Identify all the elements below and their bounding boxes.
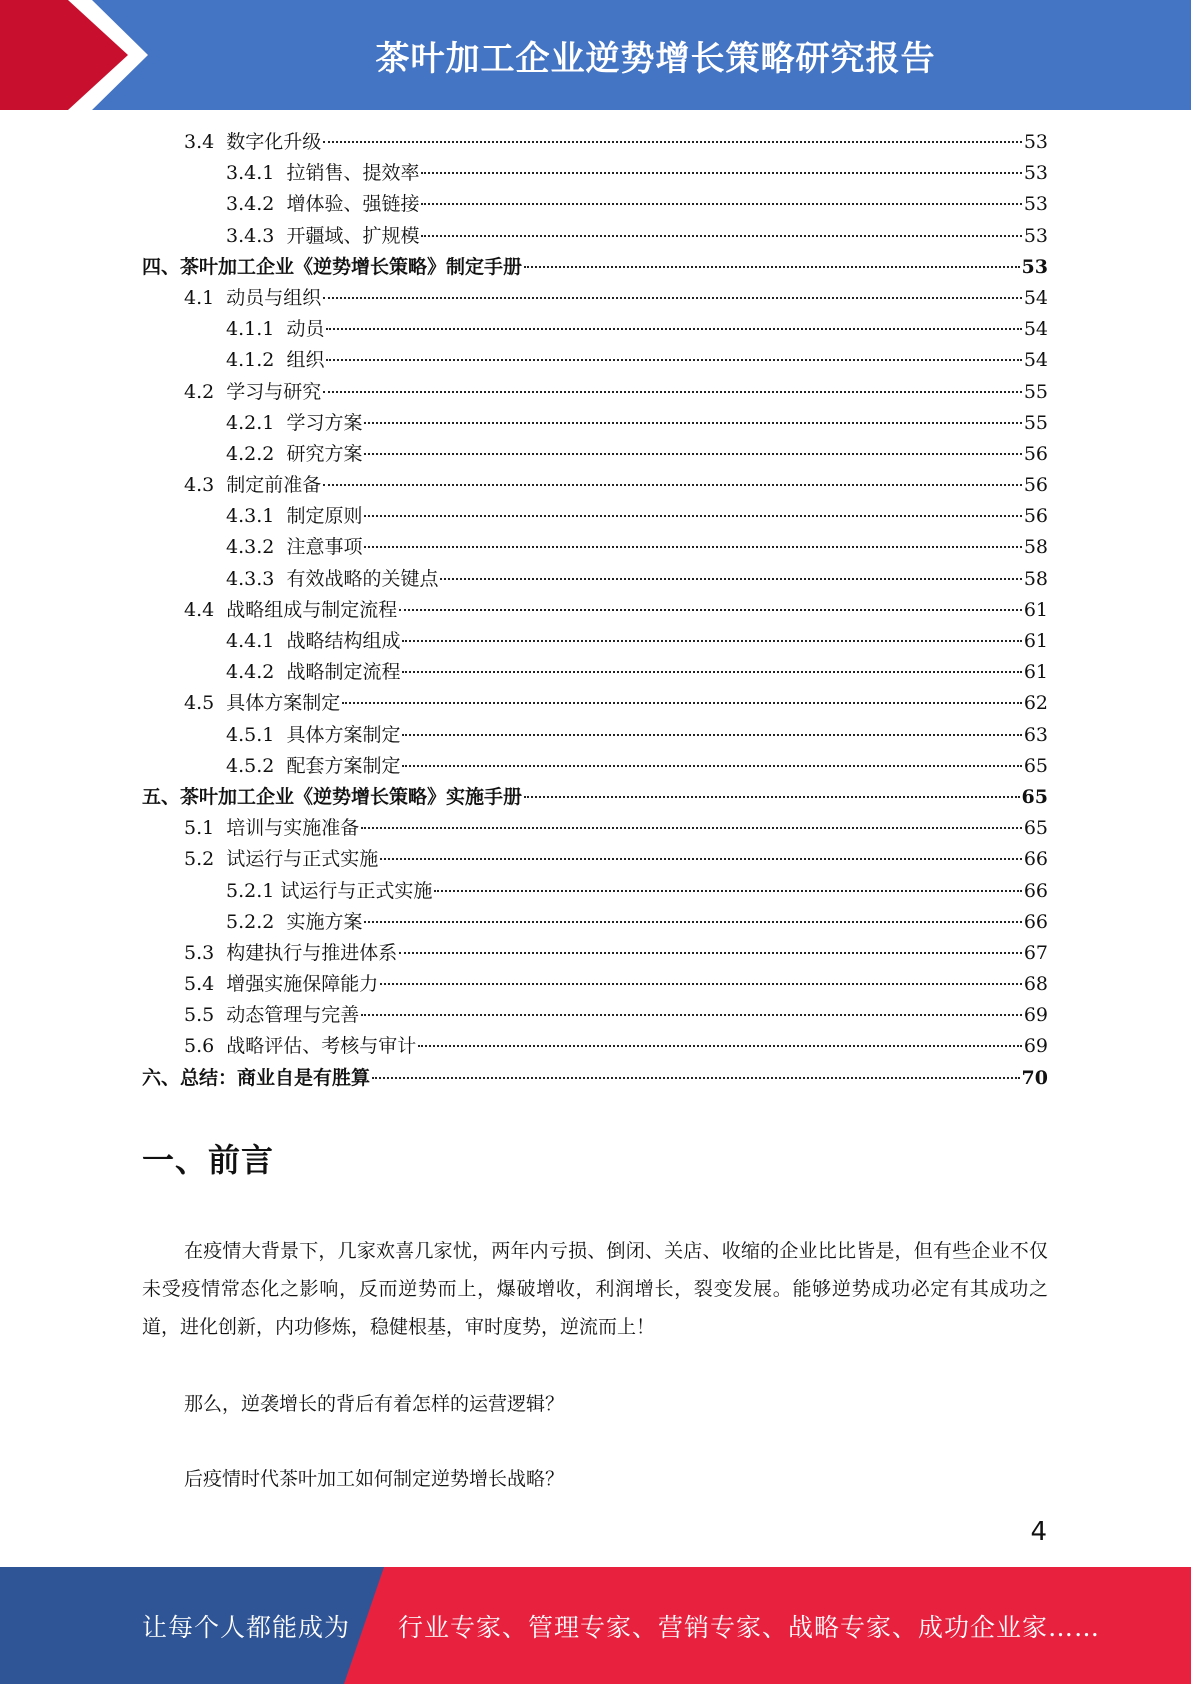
paragraph-2: 那么，逆袭增长的背后有着怎样的运营逻辑？ — [184, 1393, 565, 1415]
toc-entry[interactable] — [142, 377, 1048, 408]
toc-entry-page: 61 — [1023, 630, 1048, 652]
toc-entry[interactable] — [142, 844, 1048, 875]
toc-dot-leader — [421, 203, 1021, 205]
toc-dot-leader — [524, 796, 1020, 798]
toc-entry-page: 65 — [1021, 785, 1048, 808]
toc-dot-leader — [421, 235, 1021, 237]
toc-entry-label: 制定原则 — [286, 505, 363, 528]
toc-entry-label: 增体验、强链接 — [286, 193, 420, 216]
toc-entry-label: 制定前准备 — [226, 474, 322, 497]
paragraph-1: 在疫情大背景下，几家欢喜几家忧，两年内亏损、倒闭、关店、收缩的企业比比皆是，但有些企业不仅未受疫情常态化之影响，反而逆势而上，爆破增收，利润增长，裂变发展。能够逆势成功必定有其成功之道，进化创新，内功修炼，稳健根基，审时度势，逆流而上！ — [142, 1240, 1048, 1338]
toc-entry-number: 4.5 — [184, 692, 227, 715]
toc-entry-page: 55 — [1023, 411, 1048, 434]
toc-entry-number: 3.4.1 — [226, 162, 287, 185]
toc-entry-page: 53 — [1023, 224, 1048, 247]
toc-entry-label: 拉销售、提效率 — [286, 162, 420, 185]
toc-entry-number: 4.1 — [184, 286, 227, 309]
page-number: 4 — [1030, 1517, 1047, 1547]
toc-entry[interactable] — [142, 876, 1048, 907]
toc-dot-leader — [323, 297, 1022, 299]
toc-entry-label: 配套方案制定 — [286, 754, 401, 777]
toc-entry-label: 战略评估、考核与审计 — [226, 1035, 417, 1058]
toc-dot-leader — [361, 827, 1022, 829]
toc-entry-label: 学习与研究 — [226, 380, 322, 403]
toc-entry-label: 战略组成与制定流程 — [226, 598, 398, 621]
toc-dot-leader — [364, 546, 1021, 548]
toc-entry-page: 63 — [1023, 723, 1048, 746]
toc-dot-leader — [380, 983, 1022, 985]
page-footer — [0, 1567, 1191, 1684]
toc-entry[interactable] — [142, 439, 1048, 470]
toc-dot-leader — [402, 734, 1021, 736]
toc-entry-number: 4.1.1 — [226, 318, 287, 341]
toc-entry-page: 55 — [1023, 380, 1048, 403]
toc-entry-page: 66 — [1023, 910, 1048, 933]
toc-entry-label: 注意事项 — [286, 536, 363, 559]
toc-entry[interactable] — [142, 221, 1048, 252]
toc-entry-label: 开疆域、扩规模 — [286, 224, 420, 247]
toc-dot-leader — [402, 765, 1021, 767]
footer-slogan-left: 让每个人都能成为 — [142, 1612, 351, 1642]
toc-entry[interactable] — [142, 158, 1048, 189]
toc-entry[interactable] — [142, 595, 1048, 626]
toc-entry[interactable] — [142, 501, 1048, 532]
section-title: 一、前言 — [142, 1141, 275, 1179]
toc-entry[interactable] — [142, 470, 1048, 501]
toc-entry[interactable] — [142, 345, 1048, 376]
toc-entry-page: 54 — [1023, 286, 1048, 309]
toc-entry-label: 六、总结：商业自是有胜算 — [142, 1066, 371, 1089]
toc-entry[interactable] — [142, 813, 1048, 844]
toc-dot-leader — [361, 1014, 1022, 1016]
toc-entry-number: 5.4 — [184, 973, 227, 996]
toc-entry-page: 53 — [1023, 131, 1048, 153]
toc-entry-label: 动员与组织 — [226, 286, 322, 309]
toc-dot-leader — [440, 578, 1021, 580]
toc-entry[interactable] — [142, 314, 1048, 345]
toc-entry[interactable] — [142, 657, 1048, 688]
toc-dot-leader — [402, 671, 1021, 673]
toc-dot-leader — [421, 172, 1021, 174]
toc-entry-label: 实施方案 — [286, 910, 363, 933]
toc-entry-page: 61 — [1023, 598, 1048, 621]
toc-entry-page: 61 — [1023, 661, 1048, 684]
table-of-contents — [142, 127, 1048, 1094]
toc-entry-label: 组织 — [286, 349, 325, 372]
toc-entry-page: 53 — [1023, 162, 1048, 185]
toc-entry-label: 学习方案 — [286, 411, 363, 434]
toc-entry-number: 3.4.2 — [226, 193, 287, 216]
toc-entry-number: 4.2.2 — [226, 442, 287, 465]
toc-entry-page: 65 — [1023, 817, 1048, 840]
toc-entry-page: 62 — [1023, 692, 1048, 715]
toc-entry-page: 56 — [1023, 474, 1048, 497]
footer-slogan-right: 行业专家、管理专家、营销专家、战略专家、成功企业家…… — [398, 1612, 1101, 1642]
toc-entry[interactable] — [142, 564, 1048, 595]
toc-entry-label: 增强实施保障能力 — [226, 973, 379, 996]
toc-dot-leader — [364, 453, 1021, 455]
toc-dot-leader — [402, 640, 1021, 642]
toc-dot-leader — [323, 141, 1022, 143]
toc-entry-page: 54 — [1023, 318, 1048, 341]
toc-entry-number: 3.4 — [184, 131, 227, 153]
toc-entry-label: 动态管理与完善 — [226, 1004, 360, 1027]
toc-entry-number: 4.3 — [184, 474, 227, 497]
toc-dot-leader — [380, 858, 1022, 860]
toc-entry-label: 战略结构组成 — [286, 630, 401, 652]
toc-dot-leader — [364, 422, 1021, 424]
toc-entry[interactable] — [142, 782, 1048, 813]
toc-entry[interactable] — [142, 969, 1048, 1000]
toc-entry-page: 56 — [1023, 505, 1048, 528]
toc-entry-label: 动员 — [286, 318, 325, 341]
toc-entry[interactable] — [142, 751, 1048, 782]
toc-dot-leader — [323, 484, 1022, 486]
toc-entry[interactable] — [142, 938, 1048, 969]
toc-entry[interactable] — [142, 283, 1048, 314]
toc-entry-number: 4.2.1 — [226, 411, 287, 434]
toc-dot-leader — [326, 359, 1021, 361]
toc-dot-leader — [399, 609, 1022, 611]
toc-entry-page: 66 — [1023, 848, 1048, 871]
toc-entry-number: 4.3.2 — [226, 536, 287, 559]
report-title: 茶叶加工企业逆势增长策略研究报告 — [375, 38, 936, 79]
toc-entry-page: 58 — [1023, 567, 1048, 590]
toc-entry-label: 试运行与正式实施 — [280, 879, 433, 902]
toc-entry[interactable] — [142, 688, 1048, 719]
toc-entry-number: 5.6 — [184, 1035, 227, 1058]
toc-entry-page: 58 — [1023, 536, 1048, 559]
toc-entry-page: 56 — [1023, 442, 1048, 465]
toc-entry-label: 具体方案制定 — [286, 723, 401, 746]
toc-dot-leader — [418, 1045, 1022, 1047]
toc-dot-leader — [434, 890, 1021, 892]
toc-entry-number: 4.5.2 — [226, 754, 287, 777]
toc-entry[interactable] — [142, 189, 1048, 220]
toc-entry[interactable] — [142, 720, 1048, 751]
toc-entry-number: 4.3.1 — [226, 505, 287, 528]
toc-entry-page: 54 — [1023, 349, 1048, 372]
toc-entry-label: 五、茶叶加工企业《逆势增长策略》实施手册 — [142, 785, 523, 808]
toc-entry-number: 5.2.1 — [226, 879, 281, 902]
toc-entry[interactable] — [142, 252, 1048, 283]
toc-entry-number: 4.1.2 — [226, 349, 287, 372]
toc-entry-page: 66 — [1023, 879, 1048, 902]
toc-entry-page: 69 — [1023, 1004, 1048, 1027]
toc-entry-number: 4.3.3 — [226, 567, 287, 590]
toc-entry-label: 构建执行与推进体系 — [226, 941, 398, 964]
toc-dot-leader — [323, 391, 1022, 393]
toc-entry-number: 4.4.2 — [226, 661, 287, 684]
toc-entry-label: 数字化升级 — [226, 131, 322, 153]
toc-entry[interactable] — [142, 1000, 1048, 1031]
toc-entry-label: 有效战略的关键点 — [286, 567, 439, 590]
toc-entry[interactable] — [142, 907, 1048, 938]
page-header — [0, 0, 1191, 110]
toc-dot-leader — [524, 266, 1020, 268]
toc-entry-number: 4.4 — [184, 598, 227, 621]
toc-entry-page: 67 — [1023, 941, 1048, 964]
toc-dot-leader — [364, 515, 1021, 517]
toc-entry-page: 69 — [1023, 1035, 1048, 1058]
toc-entry-number: 5.3 — [184, 941, 227, 964]
toc-entry-number: 4.2 — [184, 380, 227, 403]
toc-entry[interactable] — [142, 127, 1048, 158]
toc-entry-page: 53 — [1023, 193, 1048, 216]
toc-entry[interactable] — [142, 1031, 1048, 1062]
toc-dot-leader — [364, 921, 1021, 923]
toc-entry[interactable] — [142, 626, 1048, 657]
toc-entry-label: 战略制定流程 — [286, 661, 401, 684]
toc-entry-number: 4.4.1 — [226, 630, 287, 652]
toc-entry-label: 研究方案 — [286, 442, 363, 465]
toc-entry-number: 5.1 — [184, 817, 227, 840]
toc-entry-number: 4.5.1 — [226, 723, 287, 746]
toc-entry[interactable] — [142, 1063, 1048, 1094]
toc-dot-leader — [326, 328, 1021, 330]
toc-entry-page: 65 — [1023, 754, 1048, 777]
toc-entry-label: 具体方案制定 — [226, 692, 341, 715]
toc-entry[interactable] — [142, 532, 1048, 563]
toc-entry-label: 四、茶叶加工企业《逆势增长策略》制定手册 — [142, 255, 523, 278]
toc-entry-number: 5.2 — [184, 848, 227, 871]
toc-entry-label: 培训与实施准备 — [226, 817, 360, 840]
toc-entry-number: 5.2.2 — [226, 910, 287, 933]
toc-entry-number: 5.5 — [184, 1004, 227, 1027]
toc-entry-number: 3.4.3 — [226, 224, 287, 247]
toc-entry-page: 70 — [1021, 1066, 1048, 1089]
paragraph-3: 后疫情时代茶叶加工如何制定逆势增长战略？ — [184, 1468, 565, 1490]
toc-dot-leader — [399, 952, 1022, 954]
toc-entry-label: 试运行与正式实施 — [226, 848, 379, 871]
toc-entry[interactable] — [142, 408, 1048, 439]
toc-dot-leader — [372, 1077, 1020, 1079]
toc-entry-page: 68 — [1023, 973, 1048, 996]
toc-entry-page: 53 — [1021, 255, 1048, 278]
toc-dot-leader — [342, 702, 1022, 704]
